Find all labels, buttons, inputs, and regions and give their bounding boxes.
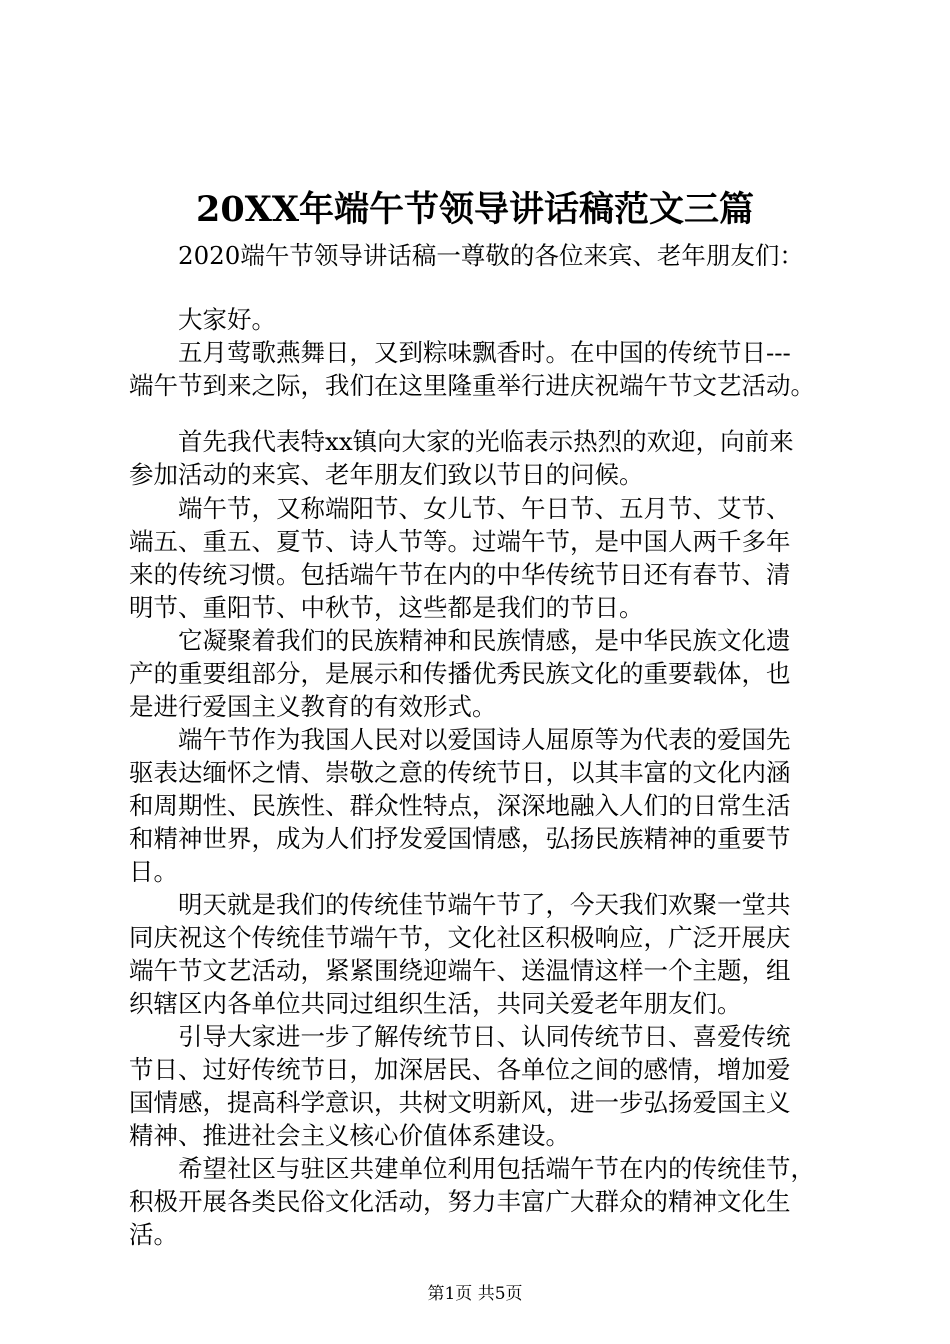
paragraph-line: 活。	[129, 1220, 178, 1249]
intro-line: 2020端午节领导讲话稿一尊敬的各位来宾、老年朋友们：	[178, 241, 804, 270]
paragraph-line: 来的传统习惯。包括端午节在内的中华传统节日还有春节、清	[129, 560, 791, 589]
paragraph-line: 驱表达缅怀之情、崇敬之意的传统节日，以其丰富的文化内涵	[129, 758, 791, 787]
paragraph-line: 五月莺歌燕舞日，又到粽味飘香时。在中国的传统节日---	[178, 338, 791, 367]
paragraph-line: 和周期性、民族性、群众性特点，深深地融入人们的日常生活	[129, 791, 791, 820]
paragraph-line: 参加活动的来宾、老年朋友们致以节日的问候。	[129, 460, 644, 489]
paragraph-line: 明节、重阳节、中秋节，这些都是我们的节日。	[129, 593, 644, 622]
paragraph-line: 精神、推进社会主义核心价值体系建设。	[129, 1121, 570, 1150]
greeting-line: 大家好。	[178, 305, 276, 334]
paragraph-line: 端午节文艺活动，紧紧围绕迎端午、送温情这样一个主题，组	[129, 956, 791, 985]
paragraph-line: 引导大家进一步了解传统节日、认同传统节日、喜爱传统	[178, 1022, 791, 1051]
paragraph-line: 它凝聚着我们的民族精神和民族情感，是中华民族文化遗	[178, 626, 791, 655]
paragraph-line: 端午节作为我国人民对以爱国诗人屈原等为代表的爱国先	[178, 725, 791, 754]
paragraph-line: 织辖区内各单位共同过组织生活，共同关爱老年朋友们。	[129, 989, 742, 1018]
paragraph-line: 端午节，又称端阳节、女儿节、午日节、五月节、艾节、	[178, 494, 791, 523]
paragraph-line: 同庆祝这个传统佳节端午节，文化社区积极响应，广泛开展庆	[129, 923, 791, 952]
paragraph-line: 积极开展各类民俗文化活动，努力丰富广大群众的精神文化生	[129, 1187, 791, 1216]
paragraph-line: 端五、重五、夏节、诗人节等。过端午节，是中国人两千多年	[129, 527, 791, 556]
paragraph-line: 日。	[129, 857, 178, 886]
paragraph-line: 产的重要组部分，是展示和传播优秀民族文化的重要载体，也	[129, 659, 791, 688]
paragraph-line: 明天就是我们的传统佳节端午节了，今天我们欢聚一堂共	[178, 890, 791, 919]
paragraph-line: 国情感，提高科学意识，共树文明新风，进一步弘扬爱国主义	[129, 1088, 791, 1117]
paragraph-line: 和精神世界，成为人们抒发爱国情感，弘扬民族精神的重要节	[129, 824, 791, 853]
page-number-footer: 第1页 共5页	[427, 1284, 523, 1304]
paragraph-line: 希望社区与驻区共建单位利用包括端午节在内的传统佳节，	[178, 1154, 815, 1183]
document-title: 20XX年端午节领导讲话稿范文三篇	[195, 189, 755, 230]
paragraph-line: 首先我代表特xx镇向大家的光临表示热烈的欢迎，向前来	[178, 427, 794, 456]
paragraph-line: 是进行爱国主义教育的有效形式。	[129, 692, 497, 721]
paragraph-line: 端午节到来之际，我们在这里隆重举行进庆祝端午节文艺活动。	[129, 371, 815, 400]
paragraph-line: 节日、过好传统节日，加深居民、各单位之间的感情，增加爱	[129, 1055, 791, 1084]
